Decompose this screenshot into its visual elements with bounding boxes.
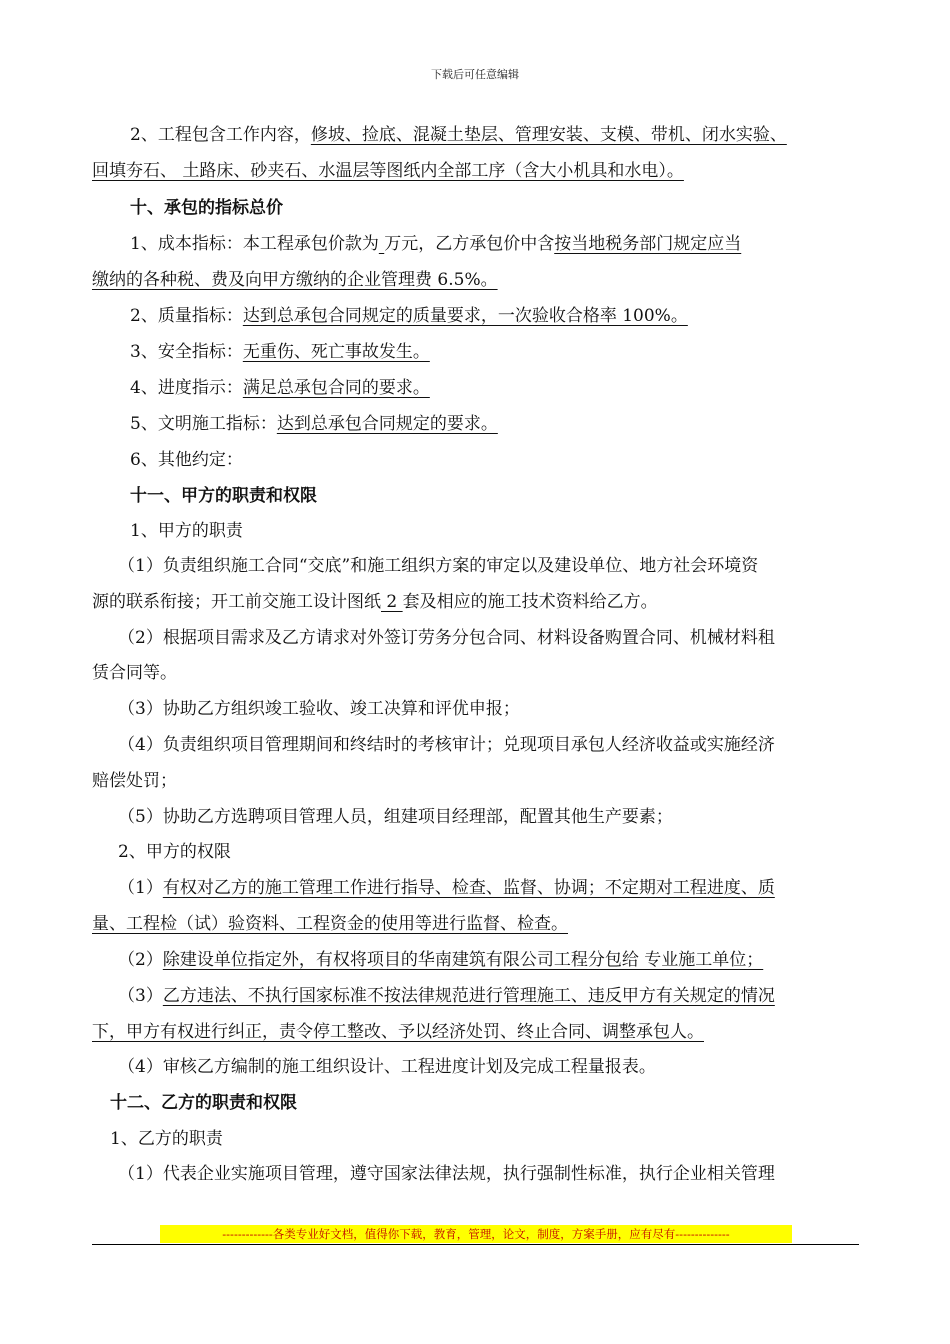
paragraph-other: 6、其他约定： xyxy=(130,450,243,470)
footer-banner: -------------各类专业好文档，值得你下载，教育，管理，论文，制度，方案手册，应有尽有-------------- xyxy=(160,1225,792,1243)
paragraph-safety: 3、安全指标：无重伤、死亡事故发生。 xyxy=(130,342,430,362)
paragraph-b1-1: （1）代表企业实施项目管理，遵守国家法律法规，执行强制性标准，执行企业相关管理 xyxy=(118,1164,775,1184)
paragraph-quality: 2、质量指标：达到总承包合同规定的质量要求，一次验收合格率 100%。 xyxy=(130,306,688,326)
section-heading-11: 十一、甲方的职责和权限 xyxy=(130,486,317,506)
paragraph-a2-3-line2: 下，甲方有权进行纠正，责令停工整改、予以经济处罚、终止合同、调整承包人。 xyxy=(92,1022,704,1042)
paragraph-civil: 5、文明施工指标：达到总承包合同规定的要求。 xyxy=(130,414,498,434)
paragraph-a1-2-line2: 赁合同等。 xyxy=(92,663,177,683)
subheading-a1: 1、甲方的职责 xyxy=(130,521,243,541)
paragraph-a2-3-line1: （3）乙方违法、不执行国家标准不按法律规范进行管理施工、违反甲方有关规定的情况 xyxy=(118,986,775,1006)
paragraph-a1-3: （3）协助乙方组织竣工验收、竣工决算和评优申报； xyxy=(118,699,520,719)
paragraph-a2-4: （4）审核乙方编制的施工组织设计、工程进度计划及完成工程量报表。 xyxy=(118,1057,656,1077)
subheading-b1: 1、乙方的职责 xyxy=(110,1129,223,1149)
paragraph-a1-4-line2: 赔偿处罚； xyxy=(92,771,177,791)
paragraph-a1-1-line2: 源的联系衔接；开工前交施工设计图纸 2 套及相应的施工技术资料给乙方。 xyxy=(92,592,658,612)
section-heading-10: 十、承包的指标总价 xyxy=(130,198,283,218)
paragraph-a2-2: （2）除建设单位指定外，有权将项目的华南建筑有限公司工程分包给 专业施工单位； xyxy=(118,950,764,970)
paragraph-a1-5: （5）协助乙方选聘项目管理人员，组建项目经理部，配置其他生产要素； xyxy=(118,807,673,827)
paragraph-a1-2-line1: （2）根据项目需求及乙方请求对外签订劳务分包合同、材料设备购置合同、机械材料租 xyxy=(118,628,775,648)
paragraph-a2-1-line2: 量、工程检（试）验资料、工程资金的使用等进行监督、检查。 xyxy=(92,914,568,934)
paragraph-a2-1-line1: （1）有权对乙方的施工管理工作进行指导、检查、监督、协调；不定期对工程进度、质 xyxy=(118,878,775,898)
paragraph-progress: 4、进度指示：满足总承包合同的要求。 xyxy=(130,378,430,398)
header-note: 下载后可任意编辑 xyxy=(431,68,519,81)
paragraph-scope-line2: 回填夯石、 土路床、砂夹石、水温层等图纸内全部工序（含大小机具和水电）。 xyxy=(92,161,684,181)
paragraph-cost-line1: 1、成本指标：本工程承包价款为 万元，乙方承包价中含按当地税务部门规定应当 xyxy=(130,234,742,254)
footer-rule xyxy=(92,1244,859,1245)
section-heading-12: 十二、乙方的职责和权限 xyxy=(110,1093,297,1113)
paragraph-a1-1-line1: （1）负责组织施工合同“交底”和施工组织方案的审定以及建设单位、地方社会环境资 xyxy=(118,556,759,576)
paragraph-cost-line2: 缴纳的各种税、费及向甲方缴纳的企业管理费 6.5%。 xyxy=(92,270,498,290)
paragraph-scope-line1: 2、工程包含工作内容，修坡、捡底、混凝土垫层、管理安装、支模、带机、闭水实验、 xyxy=(130,125,787,145)
subheading-a2: 2、甲方的权限 xyxy=(118,842,231,862)
paragraph-a1-4-line1: （4）负责组织项目管理期间和终结时的考核审计；兑现项目承包人经济收益或实施经济 xyxy=(118,735,775,755)
